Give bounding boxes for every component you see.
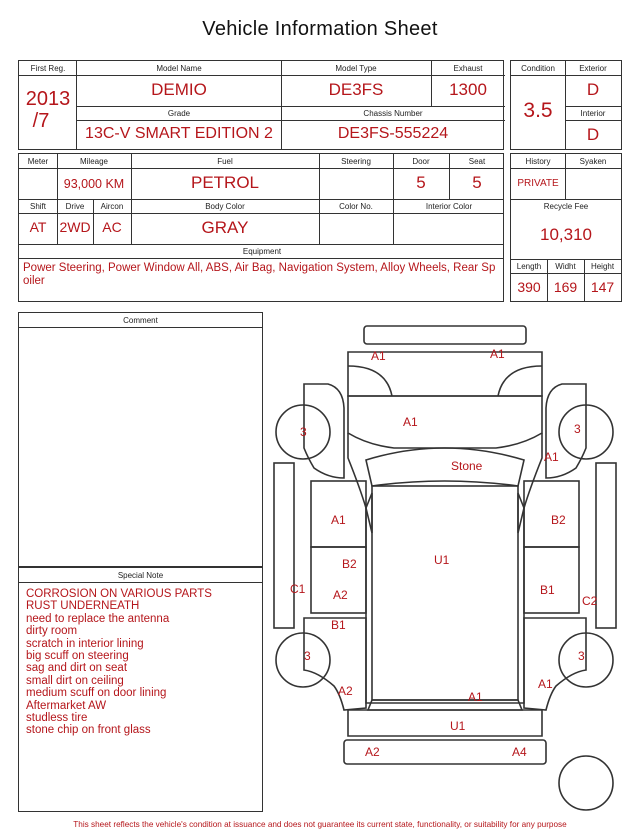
interior-label: Interior <box>580 109 606 118</box>
door-label: Door <box>412 157 430 166</box>
height-value: 147 <box>590 279 615 295</box>
length-value: 390 <box>517 279 541 295</box>
mark-hood: A1 <box>403 415 418 429</box>
recycle-fee-label: Recycle Fee <box>543 202 589 211</box>
hood <box>348 396 542 448</box>
fender-front-left <box>304 384 344 478</box>
mark-sill-right: C2 <box>582 594 598 608</box>
shift-label: Shift <box>29 202 46 211</box>
sill-right <box>596 463 616 628</box>
mark-windshield: Stone <box>451 459 483 473</box>
mark-rear-bumper-right: A4 <box>512 745 527 759</box>
mark-front-tire-left: 3 <box>300 425 307 439</box>
seat-value: 5 <box>472 173 482 192</box>
color-no-label: Color No. <box>339 202 373 211</box>
mark-front-door-right: B2 <box>551 513 566 527</box>
special-note-line: scratch in interior lining <box>26 637 144 650</box>
rear-door-left <box>311 547 366 613</box>
drive-value: 2WD <box>59 219 91 235</box>
exhaust-label: Exhaust <box>453 64 483 73</box>
mark-rear-door-left: A2 <box>333 588 348 602</box>
grade-value: 13C-V SMART EDITION 2 <box>85 125 273 142</box>
special-note-line: small dirt on ceiling <box>26 674 124 687</box>
page-title: Vehicle Information Sheet <box>202 18 438 40</box>
aircon-label: Aircon <box>100 202 124 211</box>
syaken-label: Syaken <box>579 157 607 166</box>
special-note-line: studless tire <box>26 712 88 725</box>
seat-label: Seat <box>468 157 486 166</box>
condition-value: 3.5 <box>523 99 553 122</box>
tailgate-window <box>368 700 522 710</box>
body-color-value: GRAY <box>201 218 249 237</box>
headlight-right <box>498 366 542 396</box>
mark-tailgate-top: A1 <box>468 690 483 704</box>
roof <box>372 486 518 700</box>
model-name-label: Model Name <box>156 64 202 73</box>
headlight-left <box>348 366 392 396</box>
comment-label: Comment <box>123 316 158 325</box>
mark-front-fender-right: A1 <box>544 450 559 464</box>
special-note-line: sag and dirt on seat <box>26 662 128 675</box>
special-note-line: dirty room <box>26 625 78 638</box>
body-outline <box>348 433 542 703</box>
model-type-label: Model Type <box>335 64 377 73</box>
spare-tire <box>559 756 613 810</box>
special-note-line: Aftermarket AW <box>26 699 107 712</box>
mark-rear-fender-right: A1 <box>538 677 553 691</box>
first-reg-label: First Reg. <box>30 64 66 73</box>
mark-front-bumper-left: A1 <box>371 349 386 363</box>
shift-value: AT <box>29 219 47 235</box>
mark-front-bumper-right: A1 <box>490 347 505 361</box>
history-value: PRIVATE <box>517 178 559 189</box>
body-color-label: Body Color <box>205 202 245 211</box>
windshield <box>366 448 524 486</box>
drive-label: Drive <box>65 202 85 211</box>
special-note-list <box>26 588 258 737</box>
condition-label: Condition <box>521 64 555 73</box>
fuel-value: PETROL <box>190 173 260 192</box>
aircon-value: AC <box>102 219 122 235</box>
window-right-front <box>518 493 524 533</box>
special-note-line: stone chip on front glass <box>26 724 151 737</box>
front-bumper <box>364 326 526 344</box>
first-reg-year: 2013 <box>25 88 71 110</box>
tailgate <box>348 710 542 736</box>
recycle-fee-value: 10,310 <box>540 225 592 244</box>
car-damage-diagram <box>268 318 622 818</box>
height-label: Height <box>590 262 615 271</box>
mark-rear-bumper-left: A2 <box>365 745 380 759</box>
condition-block <box>510 60 622 150</box>
special-note-line: RUST UNDERNEATH <box>26 600 140 613</box>
window-left-front <box>366 493 372 533</box>
door-value: 5 <box>416 173 426 192</box>
equipment-value: Power Steering, Power Window All, ABS, Air Bag, Navigation System, Alloy Wheels, Rear Spoiler <box>23 262 496 287</box>
mark-rear-tire-left: 3 <box>304 649 311 663</box>
sill-left <box>274 463 294 628</box>
special-note-line: big scuff on steering <box>26 650 129 663</box>
comment-box <box>18 312 263 567</box>
mark-sill-left: C1 <box>290 582 306 596</box>
grade-label: Grade <box>167 109 191 118</box>
model-name-value: DEMIO <box>151 80 207 99</box>
width-label: Widht <box>555 262 576 271</box>
exterior-label: Exterior <box>579 64 607 73</box>
special-note-box <box>18 567 263 812</box>
history-block <box>510 153 622 302</box>
chassis-number-label: Chassis Number <box>363 109 423 118</box>
tire-rear-left <box>276 633 330 687</box>
first-reg-month: /7 <box>32 110 50 132</box>
info-block-middle <box>18 153 504 302</box>
mark-rear-door-right: B1 <box>540 583 555 597</box>
meter-label: Meter <box>27 157 49 166</box>
special-note-label: Special Note <box>117 571 164 580</box>
equipment-label: Equipment <box>242 247 282 256</box>
mark-front-tire-right: 3 <box>574 422 581 436</box>
fender-rear-right <box>524 618 586 710</box>
info-block-top <box>18 60 504 150</box>
mark-rear-door-left-top: B2 <box>342 557 357 571</box>
special-note-line: CORROSION ON VARIOUS PARTS <box>26 588 212 600</box>
mark-roof: U1 <box>434 553 450 567</box>
exterior-value: D <box>586 80 600 99</box>
exhaust-value: 1300 <box>449 80 487 99</box>
interior-color-label: Interior Color <box>425 202 473 211</box>
footer-disclaimer: This sheet reflects the vehicle's condition at issuance and does not guarantee its current state, functionality, or suitability for any purpose <box>73 820 567 829</box>
fuel-label: Fuel <box>217 157 233 166</box>
model-type-value: DE3FS <box>328 80 384 99</box>
special-note-line: medium scuff on door lining <box>26 687 167 700</box>
interior-value: D <box>586 125 600 144</box>
mark-front-door-left: A1 <box>331 513 346 527</box>
mark-tailgate: U1 <box>450 719 466 733</box>
chassis-number-value: DE3FS-555224 <box>337 125 449 142</box>
mark-rear-door-left-low: B1 <box>331 618 346 632</box>
history-label: History <box>525 157 551 166</box>
rear-door-right <box>524 547 579 613</box>
mileage-label: Mileage <box>79 157 108 166</box>
special-note-line: need to replace the antenna <box>26 612 170 625</box>
length-label: Length <box>516 262 542 271</box>
steering-label: Steering <box>341 157 371 166</box>
mark-rear-tire-right: 3 <box>578 649 585 663</box>
mileage-value: 93,000 KM <box>63 177 125 191</box>
mark-rear-fender-left: A2 <box>338 684 353 698</box>
width-value: 169 <box>553 279 578 295</box>
